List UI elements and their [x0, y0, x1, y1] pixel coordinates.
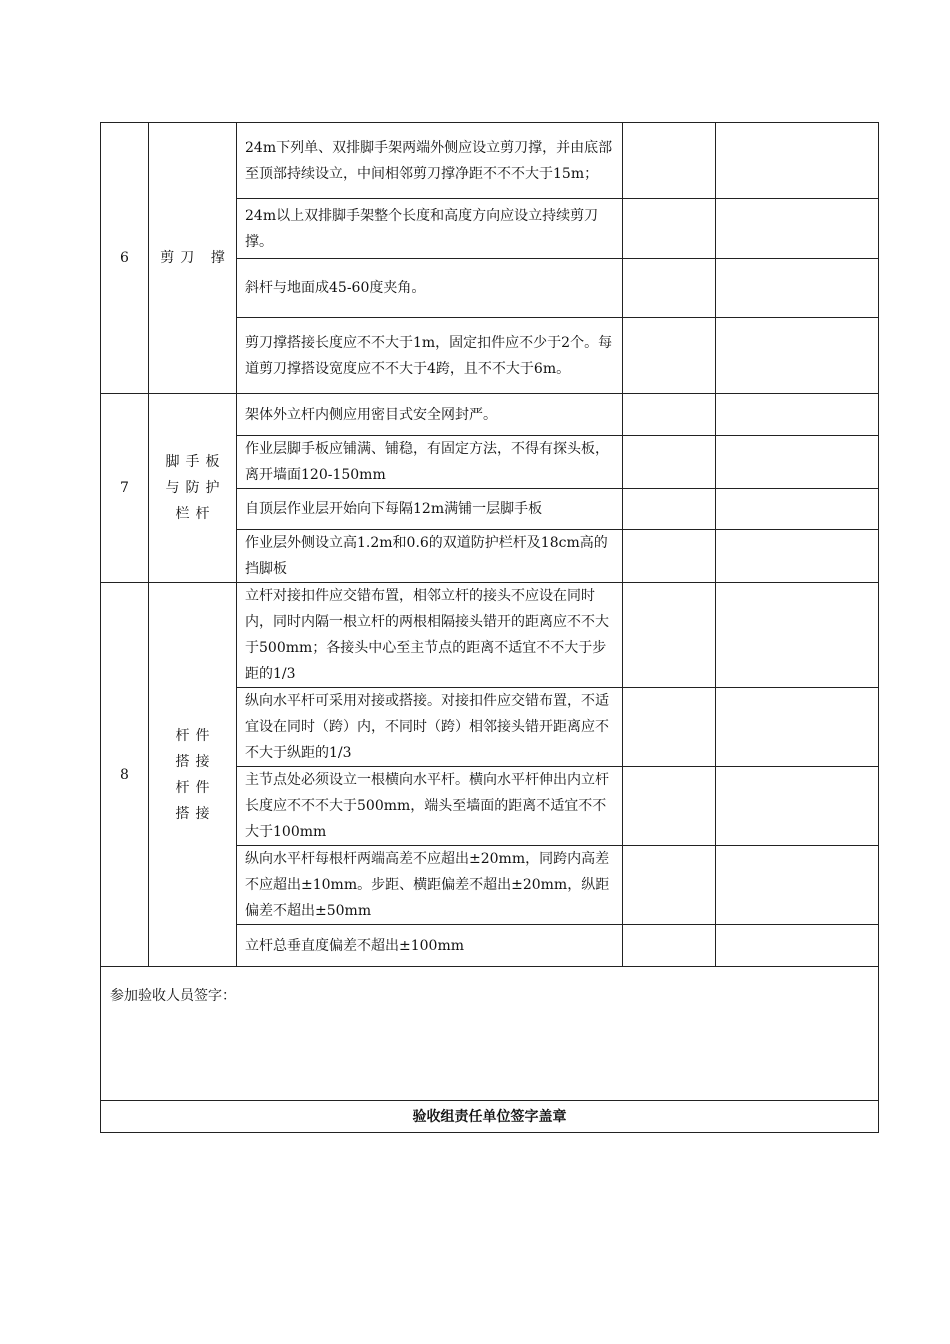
section-item-line: 杆件: [175, 727, 216, 744]
footer-row: [101, 1101, 879, 1133]
remark-cell: [716, 688, 879, 767]
requirement-cell: 作业层外侧设立高1.2m和0.6的双道防护栏杆及18cm高的挡脚板: [237, 530, 623, 583]
requirement-cell: 自顶层作业层开始向下每隔12m满铺一层脚手板: [237, 489, 623, 530]
result-cell: [623, 846, 716, 925]
requirement-cell: 24m下列单、双排脚手架两端外侧应设立剪刀撑，并由底部至顶部持续设立，中间相邻剪刀撑净距不不不大于15m；: [237, 123, 623, 199]
result-cell: [623, 925, 716, 967]
remark-cell: [716, 394, 879, 436]
section-item-line: 搭接: [175, 805, 216, 822]
section-item-line: 栏杆: [175, 506, 216, 522]
section-item-line: 与防护: [165, 480, 226, 496]
remark-cell: [716, 530, 879, 583]
result-cell: [623, 436, 716, 489]
remark-cell: [716, 436, 879, 489]
table-row: [101, 583, 879, 688]
section-item: [149, 123, 237, 394]
result-cell: [623, 583, 716, 688]
result-cell: [623, 259, 716, 318]
section-number: 8: [101, 583, 149, 967]
section-item-line: 搭接: [175, 753, 216, 770]
section-item: [149, 394, 237, 583]
section-item-label: 剪刀 撑: [160, 250, 231, 266]
remark-cell: [716, 259, 879, 318]
result-cell: [623, 767, 716, 846]
requirement-cell: 架体外立杆内侧应用密目式安全网封严。: [237, 394, 623, 436]
requirement-cell: 24m以上双排脚手架整个长度和高度方向应设立持续剪刀撑。: [237, 199, 623, 259]
result-cell: [623, 688, 716, 767]
remark-cell: [716, 489, 879, 530]
requirement-cell: 剪刀撑搭接长度应不不大于1m，固定扣件应不少于2个。每道剪刀撑搭设宽度应不不大于4跨，且不不大于6m。: [237, 318, 623, 394]
table-row: [101, 394, 879, 436]
result-cell: [623, 394, 716, 436]
requirement-cell: 立杆对接扣件应交错布置，相邻立杆的接头不应设在同时内，同时内隔一根立杆的两根相隔接头错开的距离应不不大于500mm；各接头中心至主节点的距离不适宜不不大于步距的1/3: [237, 583, 623, 688]
section-item-line: 杆件: [175, 779, 216, 796]
requirement-cell: 作业层脚手板应铺满、铺稳，有固定方法，不得有探头板，离开墙面120-150mm: [237, 436, 623, 489]
remark-cell: [716, 925, 879, 967]
requirement-cell: 斜杆与地面成45-60度夹角。: [237, 259, 623, 318]
remark-cell: [716, 123, 879, 199]
signature-label: 参加验收人员签字：: [101, 967, 879, 1101]
remark-cell: [716, 318, 879, 394]
inspection-table: [100, 122, 879, 1133]
section-number: 7: [101, 394, 149, 583]
requirement-cell: 纵向水平杆可采用对接或搭接。对接扣件应交错布置，不适宜设在同时（跨）内，不同时（跨）相邻接头错开距离应不不大于纵距的1/3: [237, 688, 623, 767]
section-item: [149, 583, 237, 967]
result-cell: [623, 489, 716, 530]
result-cell: [623, 318, 716, 394]
result-cell: [623, 123, 716, 199]
remark-cell: [716, 583, 879, 688]
table-row: [101, 123, 879, 199]
section-number: 6: [101, 123, 149, 394]
section-item-line: 脚手板: [165, 454, 226, 470]
requirement-cell: 主节点处必须设立一根横向水平杆。横向水平杆伸出内立杆长度应不不不大于500mm，端头至墙面的距离不适宜不不大于100mm: [237, 767, 623, 846]
remark-cell: [716, 199, 879, 259]
result-cell: [623, 199, 716, 259]
result-cell: [623, 530, 716, 583]
footer-title: 验收组责任单位签字盖章: [101, 1101, 879, 1133]
requirement-cell: 立杆总垂直度偏差不超出±100mm: [237, 925, 623, 967]
signature-row: [101, 967, 879, 1101]
remark-cell: [716, 846, 879, 925]
remark-cell: [716, 767, 879, 846]
requirement-cell: 纵向水平杆每根杆两端高差不应超出±20mm，同跨内高差不应超出±10mm。步距、横距偏差不超出±20mm，纵距偏差不超出±50mm: [237, 846, 623, 925]
